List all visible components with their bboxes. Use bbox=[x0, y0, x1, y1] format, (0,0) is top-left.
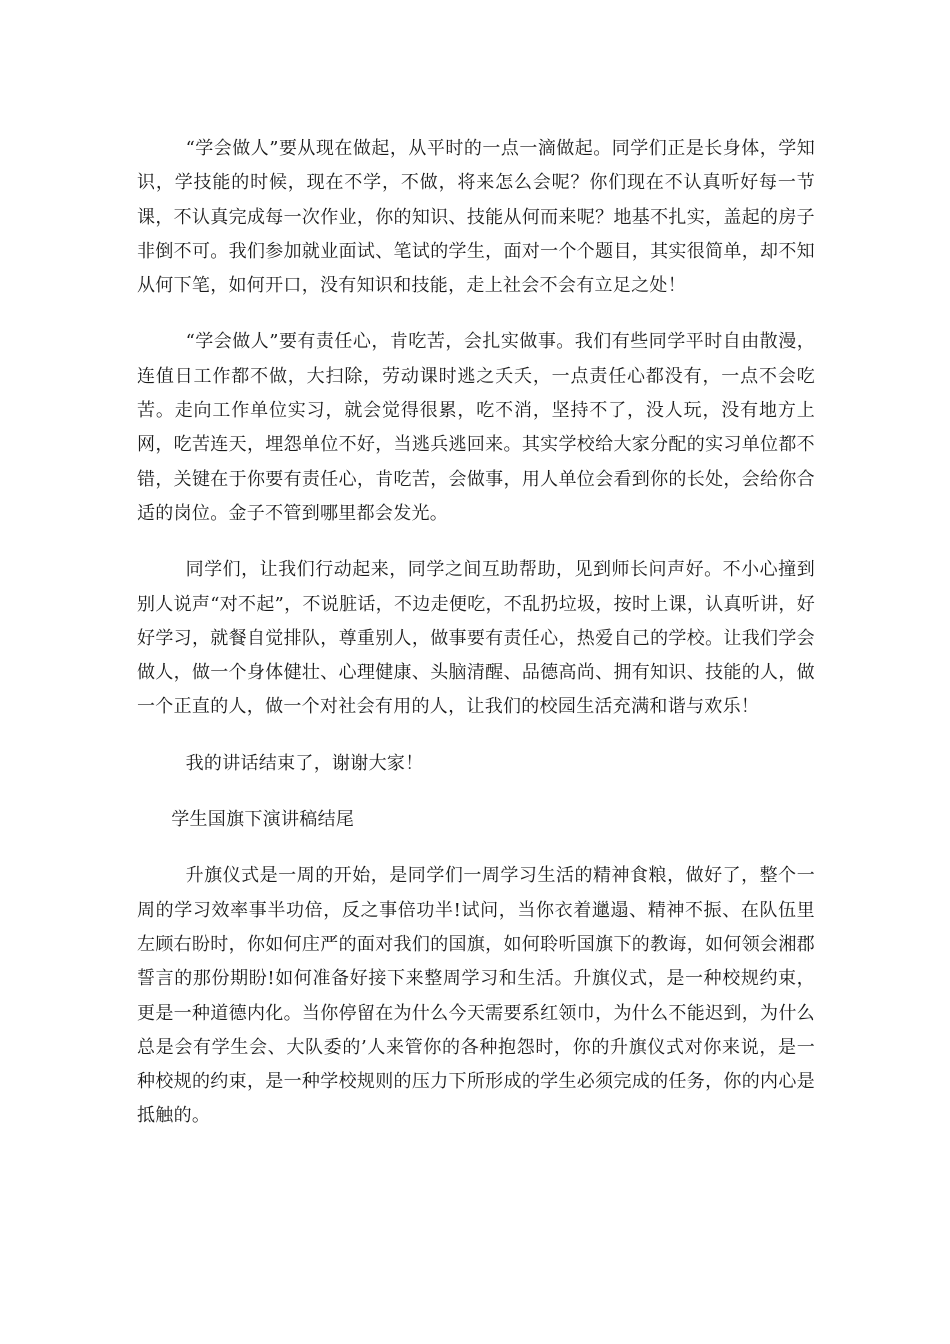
paragraph-speech-closing: 我的讲话结束了，谢谢大家！ bbox=[185, 752, 424, 774]
document-body bbox=[137, 132, 815, 1134]
paragraph-responsibility: “学会做人”要有责任心，肯吃苦，会扎实做事。我们有些同学平时自由散漫，连值日工作都不做，大扫除，劳动课时逃之夭夭，一点责任心都没有，一点不会吃苦。走向工作单位实习，就会觉得很累，吃不消，坚持不了，没人玩，没有地方上网，吃苦连天，埋怨单位不好，当逃兵逃回来。其实学校给大家分配的实习单位都不错，关键在于你要有责任心，肯吃苦，会做事，用人单位会看到你的长处，会给你合适的岗位。金子不管到哪里都会发光。 bbox=[137, 331, 815, 524]
paragraph-call-to-action: 同学们，让我们行动起来，同学之间互助帮助，见到师长问声好。不小心撞到别人说声“对不起”，不说脏话，不边走便吃，不乱扔垃圾，按时上课，认真听讲，好好学习，就餐自觉排队，尊重别人，做事要有责任心，热爱自己的学校。让我们学会做人，做一个身体健壮、心理健康、头脑清醒、品德高尚、拥有知识、技能的人，做一个正直的人，做一个对社会有用的人，让我们的校园生活充满和谐与欢乐！ bbox=[137, 559, 815, 718]
section-title: 学生国旗下演讲稿结尾 bbox=[171, 809, 355, 831]
paragraph-flag-ceremony: 升旗仪式是一周的开始，是同学们一周学习生活的精神食粮，做好了，整个一周的学习效率事半功倍，反之事倍功半!试问，当你衣着邋遢、精神不振、在队伍里左顾右盼时，你如何庄严的面对我们的国旗，如何聆听国旗下的教诲，如何领会湘郡誓言的那份期盼!如何准备好接下来整周学习和生活。升旗仪式，是一种校规约束，更是一种道德内化。当你停留在为什么今天需要系红领巾，为什么不能迟到，为什么总是会有学生会、大队委的’人来管你的各种抱怨时，你的升旗仪式对你来说，是一种校规的约束，是一种学校规则的压力下所形成的学生必须完成的任务，你的内心是抵触的。 bbox=[137, 865, 815, 1127]
paragraph-learn-to-be-human-start-now: “学会做人”要从现在做起，从平时的一点一滴做起。同学们正是长身体，学知识，学技能的时候，现在不学，不做，将来怎么会呢？你们现在不认真听好每一节课，不认真完成每一次作业，你的知识、技能从何而来呢？地基不扎实，盖起的房子非倒不可。我们参加就业面试、笔试的学生，面对一个个题目，其实很简单，却不知从何下笔，如何开口，没有知识和技能，走上社会不会有立足之处！ bbox=[137, 138, 815, 297]
